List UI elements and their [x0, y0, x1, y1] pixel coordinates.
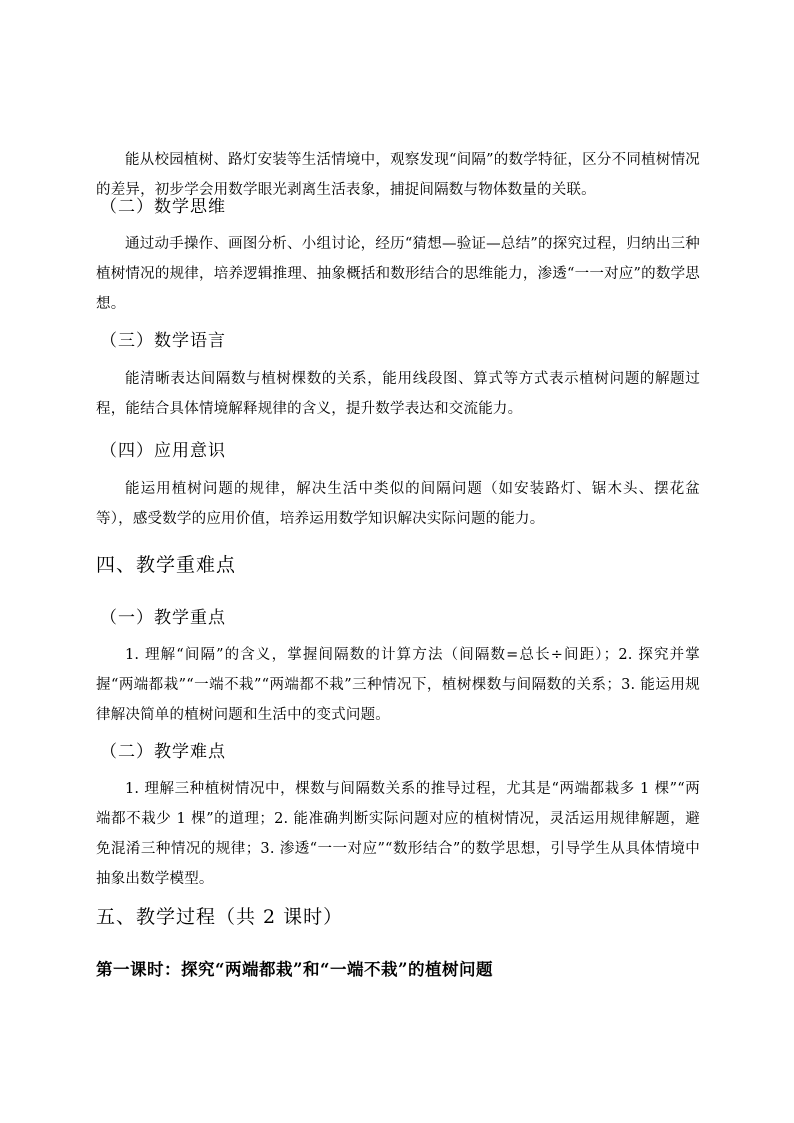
- section-title-key-difficult: 四、教学重难点: [96, 554, 237, 576]
- heading-key-points: （一）教学重点: [100, 608, 226, 628]
- paragraph-math-thinking: 通过动手操作、画图分析、小组讨论，经历“猜想—验证—总结”的探究过程，归纳出三种植树情况的规律，培养逻辑推理、抽象概括和数形结合的思维能力，渗透“一一对应”的数学思想。: [96, 236, 700, 312]
- heading-difficult-points: （二）教学难点: [100, 742, 226, 762]
- paragraph-math-language: 能清晰表达间隔数与植树棵数的关系，能用线段图、算式等方式表示植树问题的解题过程，能结合具体情境解释规律的含义，提升数学表达和交流能力。: [96, 371, 700, 417]
- section-title-teaching-process: 五、教学过程（共 2 课时）: [96, 906, 344, 928]
- lesson-one-title: 第一课时：探究“两端都栽”和“一端不栽”的植树问题: [96, 960, 493, 979]
- paragraph-application: 能运用植树问题的规律，解决生活中类似的间隔问题（如安装路灯、锯木头、摆花盆等），感受数学的应用价值，培养运用数学知识解决实际问题的能力。: [96, 481, 700, 527]
- heading-application: （四）应用意识: [100, 441, 226, 461]
- paragraph-difficult-points: 1. 理解三种植树情况中，棵数与间隔数关系的推导过程，尤其是“两端都栽多 1 棵”“两端都不栽少 1 棵”的道理；2. 能准确判断实际问题对应的植树情况，灵活运用规律解题，避免混淆三种情况的规律；3. 渗透“一一对应”“数形结合”的数学思想，引导学生从具体情境中抽象出数学模型。: [96, 781, 700, 887]
- paragraph-observation: 能从校园植树、路灯安装等生活情境中，观察发现“间隔”的数学特征，区分不同植树情况的差异，初步学会用数学眼光剥离生活表象，捕捉间隔数与物体数量的关联。: [96, 152, 700, 198]
- heading-math-thinking: （二）数学思维: [100, 197, 226, 217]
- paragraph-key-points: 1. 理解“间隔”的含义，掌握间隔数的计算方法（间隔数=总长÷间距）；2. 探究并掌握“两端都栽”“一端不栽”“两端都不栽”三种情况下，植树棵数与间隔数的关系；3. 能运用规律解决简单的植树问题和生活中的变式问题。: [96, 647, 700, 723]
- heading-math-language: （三）数学语言: [100, 331, 226, 351]
